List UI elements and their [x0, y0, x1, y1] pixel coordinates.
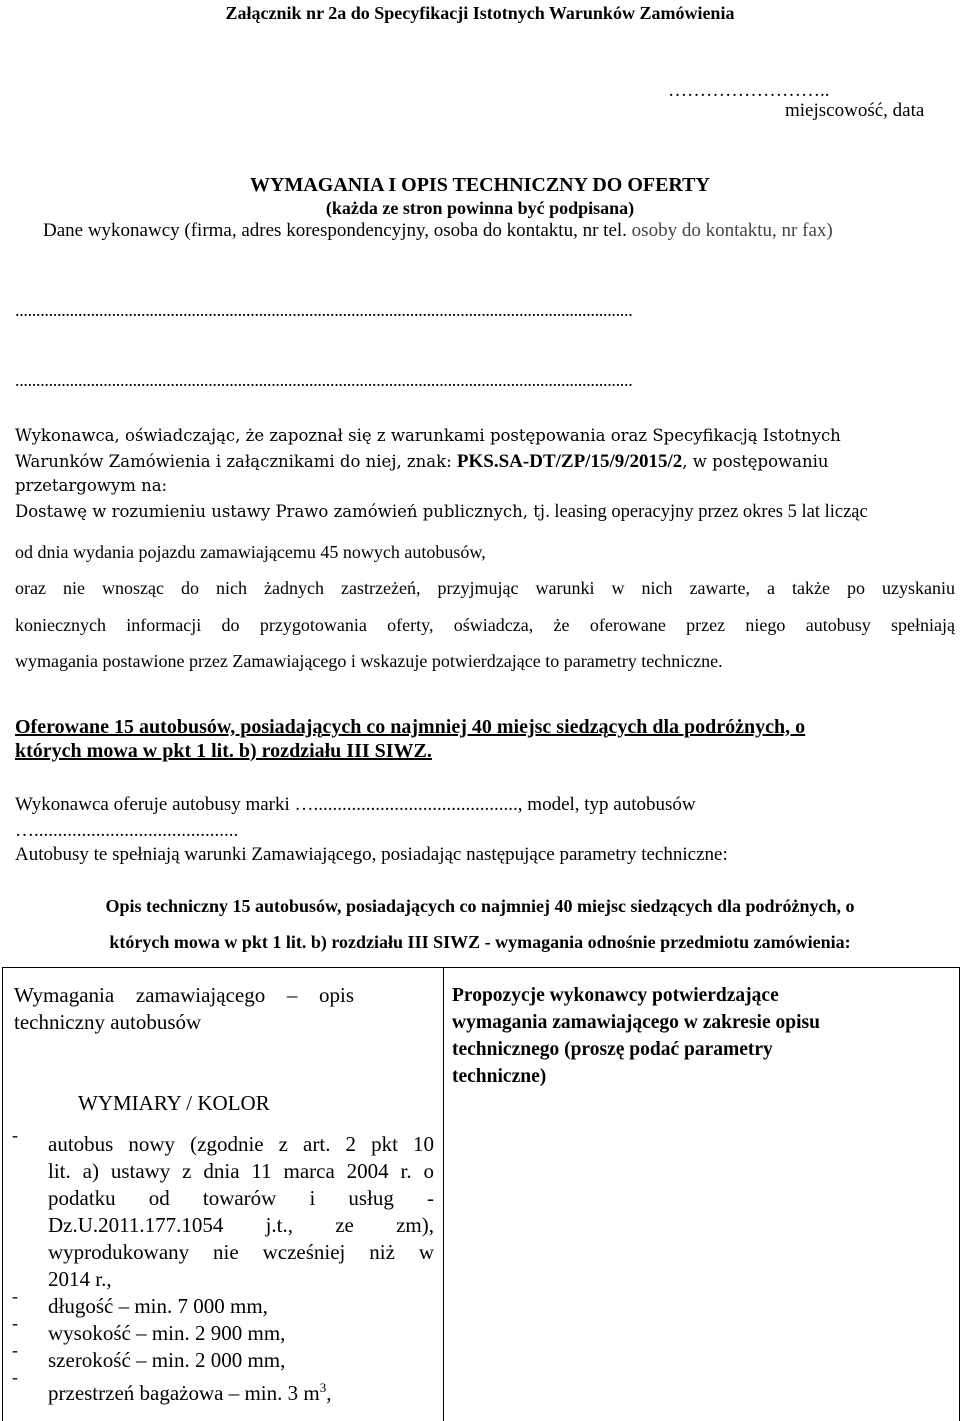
statement-line-8: wymagania postawione przez Zamawiającego i wskazuje potwierdzające to parametry techniczne. — [15, 651, 723, 671]
item-width: szerokość – min. 2 000 mm, — [48, 1348, 286, 1372]
item-new-bus-line-1: autobus nowy (zgodnie z art. 2 pkt 10 — [48, 1132, 434, 1156]
statement-line-5: od dnia wydania pojazdu zamawiającemu 45 nowych autobusów, — [15, 542, 486, 562]
statement-line-2: Warunków Zamówienia i załącznikami do niej, znak: PKS.SA-DT/ZP/15/9/2015/2, w postępowaniu — [15, 451, 829, 472]
brand-line-2: …........................................... — [15, 820, 239, 841]
item-new-bus-line-3: podatku od towarów i usług - — [48, 1186, 434, 1210]
table-top-border — [2, 967, 960, 968]
item-new-bus-line-5: wyprodukowany nie wcześniej niż w — [48, 1240, 434, 1264]
item-height: wysokość – min. 2 900 mm, — [48, 1321, 286, 1345]
contractor-data-label: Dane wykonawcy (firma, adres korespondencyjny, osoba do kontaktu, nr tel. osoby do kontaktu, nr fax) — [43, 220, 833, 241]
statement-line-4: Dostawę w rozumieniu ustawy Prawo zamówień publicznych, tj. leasing operacyjny przez okres 5 lat licząc — [15, 502, 868, 522]
item-new-bus-line-2: lit. a) ustawy z dnia 11 marca 2004 r. o — [48, 1159, 434, 1183]
bullet-5: - — [12, 1367, 18, 1387]
bullet-1: - — [12, 1125, 18, 1145]
attachment-title: Załącznik nr 2a do Specyfikacji Istotnych Warunków Zamówienia — [225, 3, 735, 23]
case-code: PKS.SA-DT/ZP/15/9/2015/2 — [456, 451, 683, 472]
table-column-divider — [443, 967, 444, 1421]
item-luggage-space: przestrzeń bagażowa – min. 3 $m^3$, — [48, 1380, 332, 1405]
params-line: Autobusy te spełniają warunki Zamawiającego, posiadając następujące parametry techniczne: — [15, 844, 728, 865]
bullet-2: - — [12, 1286, 18, 1306]
statement-line-3: przetargowym na: — [15, 476, 168, 495]
table-left-border — [2, 967, 3, 1421]
col1-header-line-2: techniczny autobusów — [14, 1010, 202, 1034]
document-title: WYMAGANIA I OPIS TECHNICZNY DO OFERTY — [250, 174, 710, 196]
col2-header-line-2: wymagania zamawiającego w zakresie opisu — [452, 1012, 820, 1033]
offered-heading-line-1: Oferowane 15 autobusów, posiadających co najmniej 40 miejsc siedzących dla podróżnych, o — [15, 716, 806, 738]
fill-line-1: ................................................................................................................................................... — [15, 300, 633, 320]
section-dimensions-color: WYMIARY / KOLOR — [78, 1091, 270, 1115]
bullet-4: - — [12, 1340, 18, 1360]
col2-header-line-4: techniczne) — [452, 1066, 547, 1087]
document-subtitle: (każda ze stron powinna być podpisana) — [325, 198, 635, 218]
col2-header-line-3: technicznego (proszę podać parametry — [452, 1039, 773, 1060]
place-date-dots: …………………….. — [668, 80, 830, 101]
brand-line: Wykonawca oferuje autobusy marki …..........................................., model, typ autobusów — [15, 794, 696, 815]
tech-desc-line-2: których mowa w pkt 1 lit. b) rozdziału III SIWZ - wymagania odnośnie przedmiotu zamówienia: — [109, 932, 851, 952]
statement-line-6: oraz nie wnosząc do nich żadnych zastrzeżeń, przyjmując warunki w nich zawarte, a także po uzyskaniu — [15, 578, 955, 598]
statement-line-7: koniecznych informacji do przygotowania oferty, oświadcza, że oferowane przez niego autobusy spełniają — [15, 615, 955, 635]
item-length: długość – min. 7 000 mm, — [48, 1294, 268, 1318]
offered-heading-line-2: których mowa w pkt 1 lit. b) rozdziału III SIWZ. — [15, 740, 432, 762]
tech-desc-line-1: Opis techniczny 15 autobusów, posiadających co najmniej 40 miejsc siedzących dla podróżnych, o — [105, 896, 855, 916]
statement-line-1: Wykonawca, oświadczając, że zapoznał się z warunkami postępowania oraz Specyfikacją Istotnych — [15, 426, 841, 445]
col1-header-line-1: Wymagania zamawiającego – opis — [14, 983, 354, 1007]
col2-header-line-1: Propozycje wykonawcy potwierdzające — [452, 985, 779, 1006]
place-date-label: miejscowość, data — [785, 100, 925, 121]
item-new-bus-line-6: 2014 r., — [48, 1267, 112, 1291]
bullet-3: - — [12, 1313, 18, 1333]
item-new-bus-line-4: Dz.U.2011.177.1054 j.t., ze zm), — [48, 1213, 434, 1237]
fill-line-2: ................................................................................................................................................... — [15, 370, 633, 390]
